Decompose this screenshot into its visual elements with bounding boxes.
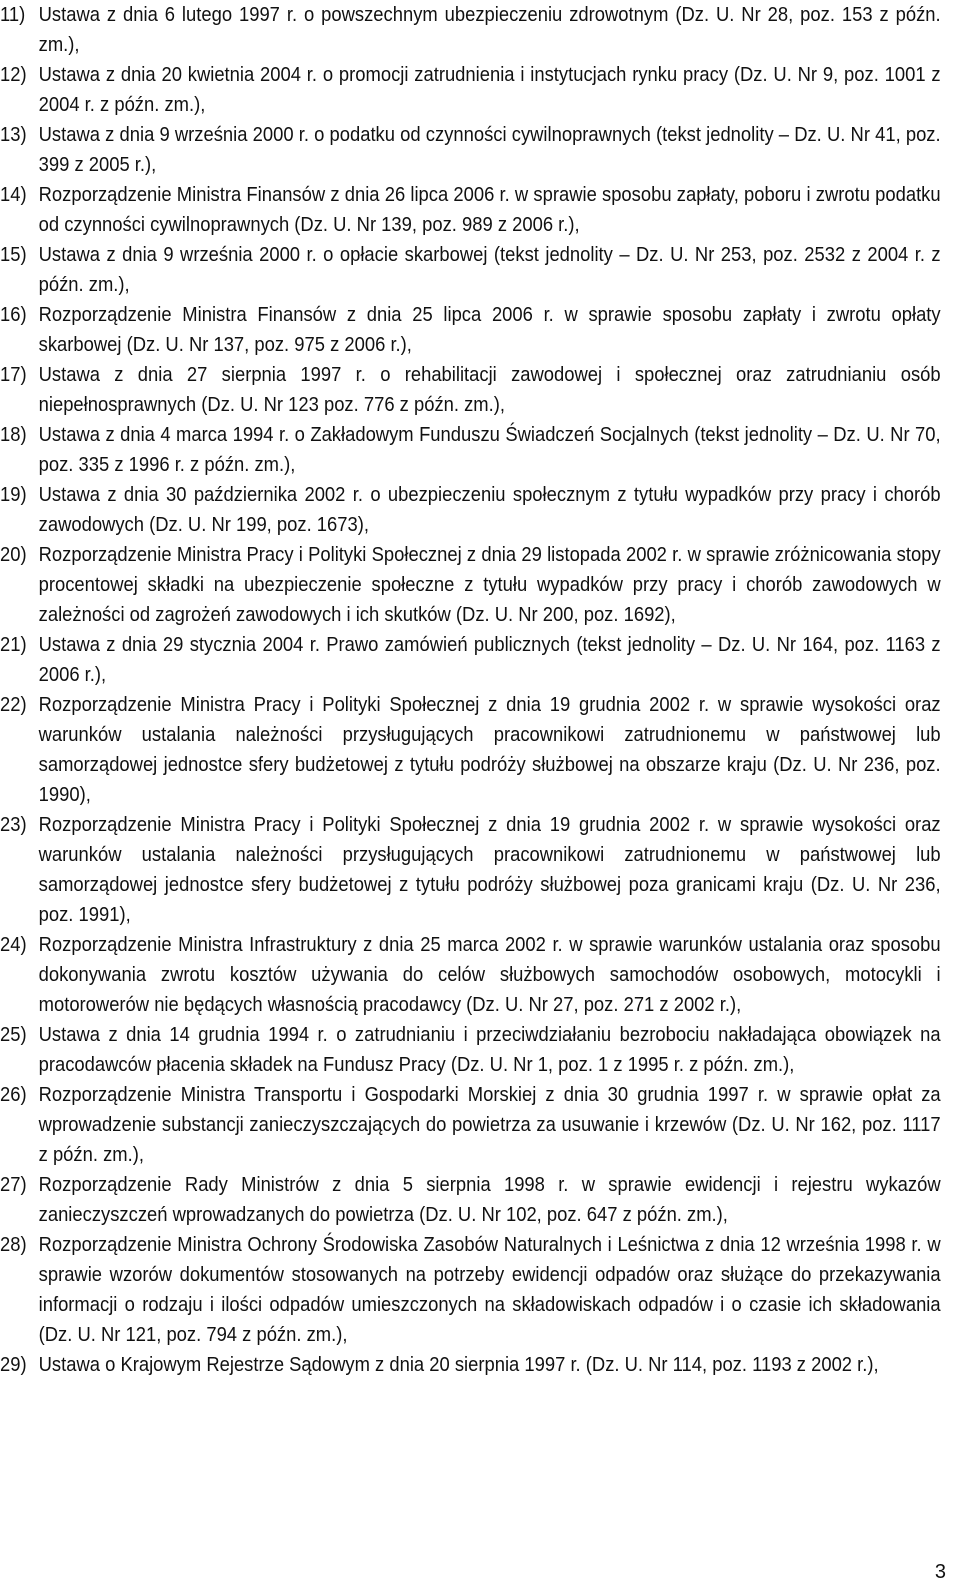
list-item — [0, 300, 955, 360]
list-item-number: 24) — [0, 934, 27, 956]
list-item-text: Rozporządzenie Ministra Pracy i Polityki Społecznej z dnia 29 listopada 2002 r. w sprawie zróżnicowania stopy procentowej składki na ubezpieczenie społeczne z tytułu wypadków przy pracy i chorób zawodowych w zależności od zagrożeń zawodowych i ich skutków (Dz. U. Nr 200, poz. 1692), — [38, 544, 941, 626]
list-item — [0, 1230, 955, 1350]
list-item — [0, 1020, 955, 1080]
list-item-number: 20) — [0, 544, 27, 566]
list-item-number: 11) — [0, 4, 26, 26]
list-item-text: Ustawa z dnia 20 kwietnia 2004 r. o promocji zatrudnienia i instytucjach rynku pracy (Dz. U. Nr 9, poz. 1001 z 2004 r. z późn. zm.), — [38, 64, 941, 116]
list-item-text: Ustawa z dnia 14 grudnia 1994 r. o zatrudnianiu i przeciwdziałaniu bezrobociu nakładająca obowiązek na pracodawców płacenia składek na Fundusz Pracy (Dz. U. Nr 1, poz. 1 z 1995 r. z późn. zm.), — [38, 1024, 941, 1076]
list-item — [0, 60, 955, 120]
list-item — [0, 1170, 955, 1230]
list-item-text: Rozporządzenie Ministra Finansów z dnia 25 lipca 2006 r. w sprawie sposobu zapłaty i zwrotu opłaty skarbowej (Dz. U. Nr 137, poz. 975 z 2006 r.), — [38, 304, 941, 356]
list-item — [0, 480, 955, 540]
list-item — [0, 240, 955, 300]
list-item-number: 25) — [0, 1024, 27, 1046]
list-item — [0, 1080, 955, 1170]
list-item-number: 17) — [0, 364, 27, 386]
list-item-number: 15) — [0, 244, 27, 266]
list-item — [0, 810, 955, 930]
list-item-number: 21) — [0, 634, 27, 656]
list-item — [0, 180, 955, 240]
list-item-number: 26) — [0, 1084, 27, 1106]
page-number: 3 — [934, 1561, 946, 1583]
list-item-text: Ustawa z dnia 9 września 2000 r. o opłacie skarbowej (tekst jednolity – Dz. U. Nr 253, poz. 2532 z 2004 r. z późn. zm.), — [38, 244, 941, 296]
list-item-text: Ustawa z dnia 30 października 2002 r. o ubezpieczeniu społecznym z tytułu wypadków przy pracy i chorób zawodowych (Dz. U. Nr 199, poz. 1673), — [38, 484, 941, 536]
list-item-number: 19) — [0, 484, 27, 506]
list-item — [0, 930, 955, 1020]
list-item-text: Ustawa z dnia 9 września 2000 r. o podatku od czynności cywilnoprawnych (tekst jednolity – Dz. U. Nr 41, poz. 399 z 2005 r.), — [38, 124, 941, 176]
list-item-number: 28) — [0, 1234, 27, 1256]
list-item — [0, 420, 955, 480]
list-item-text: Rozporządzenie Rady Ministrów z dnia 5 sierpnia 1998 r. w sprawie ewidencji i rejestru wykazów zanieczyszczeń wprowadzanych do powietrza (Dz. U. Nr 102, poz. 647 z późn. zm.), — [38, 1174, 941, 1226]
list-item-text: Ustawa z dnia 27 sierpnia 1997 r. o rehabilitacji zawodowej i społecznej oraz zatrudnianiu osób niepełnosprawnych (Dz. U. Nr 123 poz. 776 z późn. zm.), — [38, 364, 941, 416]
list-item — [0, 540, 955, 630]
list-item-text: Rozporządzenie Ministra Infrastruktury z dnia 25 marca 2002 r. w sprawie warunków ustalania oraz sposobu dokonywania zwrotu kosztów używania do celów służbowych samochodów osobowych, motocykli i motorowerów nie będących własnością pracodawcy (Dz. U. Nr 27, poz. 271 z 2002 r.), — [38, 934, 941, 1016]
list-item-text: Ustawa z dnia 6 lutego 1997 r. o powszechnym ubezpieczeniu zdrowotnym (Dz. U. Nr 28, poz. 153 z późn. zm.), — [38, 4, 941, 56]
list-item-number: 18) — [0, 424, 27, 446]
list-item — [0, 690, 955, 810]
list-item-text: Rozporządzenie Ministra Transportu i Gospodarki Morskiej z dnia 30 grudnia 1997 r. w sprawie opłat za wprowadzenie substancji zanieczyszczających do powietrza za usuwanie i krzewów (Dz. U. Nr 162, poz. 1117 z późn. zm.), — [38, 1084, 941, 1166]
list-item — [0, 360, 955, 420]
list-item-number: 13) — [0, 124, 27, 146]
list-item — [0, 1350, 955, 1380]
list-item-text: Rozporządzenie Ministra Pracy i Polityki Społecznej z dnia 19 grudnia 2002 r. w sprawie wysokości oraz warunków ustalania należności przysługujących pracownikowi zatrudnionemu w państwowej lub samorządowej jednostce sfery budżetowej z tytułu podróży służbowej poza granicami kraju (Dz. U. Nr 236, poz. 1991), — [38, 814, 941, 926]
list-item — [0, 0, 955, 60]
list-item-text: Rozporządzenie Ministra Ochrony Środowiska Zasobów Naturalnych i Leśnictwa z dnia 12 września 1998 r. w sprawie wzorów dokumentów stosowanych na potrzeby ewidencji odpadów oraz służące do przekazywania informacji o rodzaju i ilości odpadów umieszczonych na składowiskach odpadów i o czasie ich składowania (Dz. U. Nr 121, poz. 794 z późn. zm.), — [38, 1234, 941, 1346]
list-item-number: 12) — [0, 64, 27, 86]
list-item-number: 14) — [0, 184, 27, 206]
list-item-text: Ustawa z dnia 29 stycznia 2004 r. Prawo zamówień publicznych (tekst jednolity – Dz. U. Nr 164, poz. 1163 z 2006 r.), — [38, 634, 941, 686]
list-item-number: 29) — [0, 1354, 27, 1376]
list-item-number: 27) — [0, 1174, 27, 1196]
list-item — [0, 630, 955, 690]
list-item — [0, 120, 955, 180]
list-item-number: 23) — [0, 814, 27, 836]
list-item-number: 22) — [0, 694, 27, 716]
list-item-text: Rozporządzenie Ministra Finansów z dnia 26 lipca 2006 r. w sprawie sposobu zapłaty, poboru i zwrotu podatku od czynności cywilnoprawnych (Dz. U. Nr 139, poz. 989 z 2006 r.), — [38, 184, 941, 236]
list-item-text: Rozporządzenie Ministra Pracy i Polityki Społecznej z dnia 19 grudnia 2002 r. w sprawie wysokości oraz warunków ustalania należności przysługujących pracownikowi zatrudnionemu w państwowej lub samorządowej jednostce sfery budżetowej z tytułu podróży służbowej na obszarze kraju (Dz. U. Nr 236, poz. 1990), — [38, 694, 941, 806]
list-item-number: 16) — [0, 304, 27, 326]
list-item-text: Ustawa z dnia 4 marca 1994 r. o Zakładowym Funduszu Świadczeń Socjalnych (tekst jednolity – Dz. U. Nr 70, poz. 335 z 1996 r. z późn. zm.), — [38, 424, 941, 476]
list-item-text: Ustawa o Krajowym Rejestrze Sądowym z dnia 20 sierpnia 1997 r. (Dz. U. Nr 114, poz. 1193 z 2002 r.), — [38, 1354, 879, 1376]
